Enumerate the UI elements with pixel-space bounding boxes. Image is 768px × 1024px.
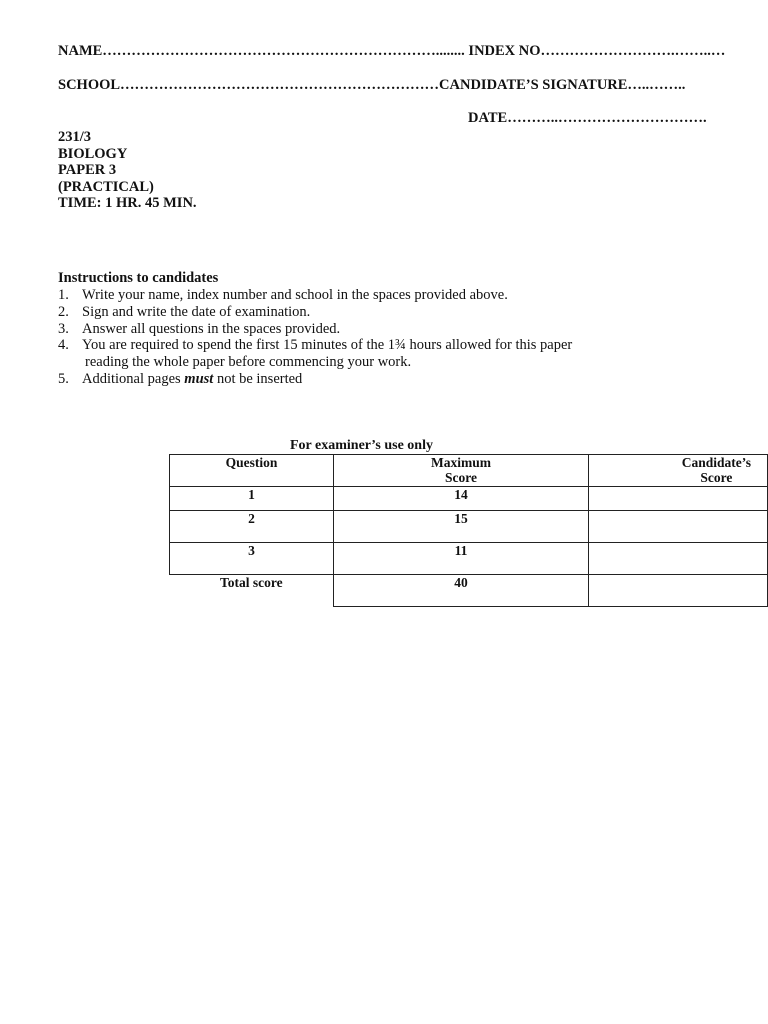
header-cand-line2: Score [700, 470, 733, 485]
paper-subject: BIOLOGY [58, 145, 128, 162]
max-score: 14 [334, 487, 589, 511]
instruction-text-post: not be inserted [213, 370, 303, 387]
school-signature-line: SCHOOL…………………………………………………………CANDIDATE’S SIGNATURE…..…….. [58, 77, 686, 93]
instruction-number: 4. [58, 337, 69, 354]
header-max-line1: Maximum [431, 455, 491, 470]
paper-type: (PRACTICAL) [58, 178, 154, 195]
instruction-item [58, 287, 572, 304]
question-number: 3 [170, 543, 334, 575]
total-candidate-cell[interactable] [589, 575, 768, 607]
question-number: 1 [170, 487, 334, 511]
instruction-emphasis: must [184, 370, 214, 387]
instruction-number: 5. [58, 370, 69, 387]
question-number: 2 [170, 511, 334, 543]
instruction-text-pre: Additional pages [82, 370, 185, 387]
instruction-item [58, 304, 572, 321]
candidate-score-cell[interactable] [589, 543, 768, 575]
instruction-number: 1. [58, 287, 69, 303]
instruction-number: 2. [58, 303, 69, 320]
instructions-title: Instructions to candidates [58, 270, 219, 286]
instructions-list [58, 287, 572, 388]
max-score: 15 [334, 511, 589, 543]
instruction-item [58, 321, 572, 338]
instruction-text: Answer all questions in the spaces provided. [82, 320, 341, 337]
instruction-item [58, 371, 572, 388]
candidate-score-cell[interactable] [589, 487, 768, 511]
name-index-line: NAME……………………………………………………………........ INDEX NO……………………….……..… [58, 43, 726, 59]
instruction-text: Sign and write the date of examination. [82, 303, 311, 320]
instruction-text: Write your name, index number and school in the spaces provided above. [82, 287, 508, 303]
header-candidate-score [589, 455, 768, 487]
instruction-number: 3. [58, 320, 69, 337]
max-score: 11 [334, 543, 589, 575]
candidate-score-cell[interactable] [589, 511, 768, 543]
total-label: Total score [170, 575, 334, 607]
table-row [170, 511, 768, 543]
table-header-row [170, 455, 768, 487]
paper-info [58, 129, 197, 212]
header-maximum-score [334, 455, 589, 487]
header-max-line2: Score [445, 470, 477, 485]
examiner-score-table [169, 454, 768, 607]
header-question: Question [170, 455, 334, 487]
header-cand-line1: Candidate’s [681, 455, 751, 470]
instruction-continuation: reading the whole paper before commencing your work. [85, 354, 412, 371]
total-max: 40 [334, 575, 589, 607]
table-row [170, 543, 768, 575]
examiner-title: For examiner’s use only [290, 438, 433, 453]
date-line: DATE………..…………………………. [468, 110, 707, 126]
instruction-item [58, 337, 572, 371]
paper-code: 231/3 [58, 129, 92, 145]
paper-number: PAPER 3 [58, 162, 117, 178]
table-row [170, 487, 768, 511]
total-row [170, 575, 768, 607]
paper-time: TIME: 1 HR. 45 MIN. [58, 195, 197, 211]
instruction-text: You are required to spend the first 15 minutes of the 1¾ hours allowed for this paper [82, 337, 573, 354]
